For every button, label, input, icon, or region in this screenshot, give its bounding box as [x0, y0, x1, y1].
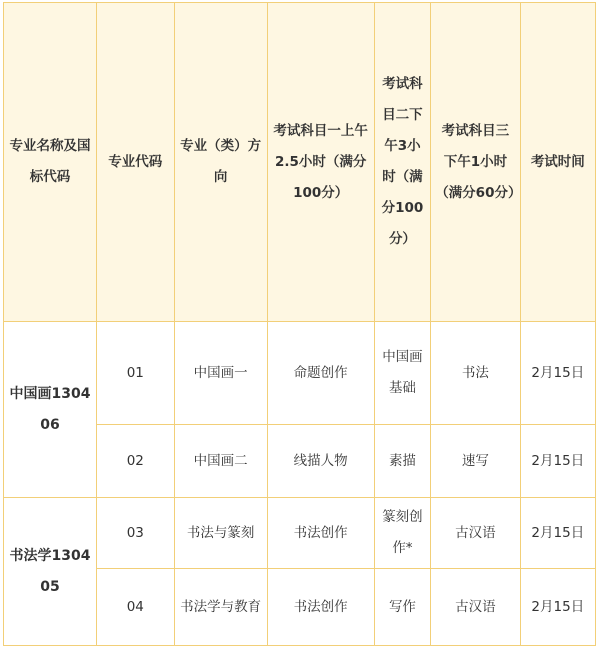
exam-date: 2月15日: [520, 322, 595, 425]
direction: 中国画一: [174, 322, 267, 425]
subject-1: 书法创作: [267, 569, 374, 646]
subject-3: 书法: [431, 322, 520, 425]
direction: 书法学与教育: [174, 569, 267, 646]
subject-1: 命题创作: [267, 322, 374, 425]
subject-3: 速写: [431, 425, 520, 498]
subject-3: 古汉语: [431, 569, 520, 646]
subject-3: 古汉语: [431, 498, 520, 569]
major-code: 02: [96, 425, 174, 498]
exam-date: 2月15日: [520, 425, 595, 498]
header-subject-1: 考试科目一上午2.5小时（满分100分）: [267, 3, 374, 322]
table-row: [4, 498, 596, 569]
major-name: 中国画130406: [4, 322, 97, 498]
major-code: 04: [96, 569, 174, 646]
exam-date: 2月15日: [520, 498, 595, 569]
subject-2: 写作: [374, 569, 430, 646]
exam-schedule-table: [3, 2, 596, 646]
major-name: 书法学130405: [4, 498, 97, 646]
subject-1: 线描人物: [267, 425, 374, 498]
subject-2: 篆刻创作*: [374, 498, 430, 569]
subject-1: 书法创作: [267, 498, 374, 569]
header-direction: 专业（类）方向: [174, 3, 267, 322]
table-row: [4, 322, 596, 425]
exam-date: 2月15日: [520, 569, 595, 646]
header-subject-2: 考试科目二下午3小时（满分100分）: [374, 3, 430, 322]
subject-2: 素描: [374, 425, 430, 498]
direction: 中国画二: [174, 425, 267, 498]
major-code: 01: [96, 322, 174, 425]
subject-2: 中国画基础: [374, 322, 430, 425]
header-code: 专业代码: [96, 3, 174, 322]
header-major: 专业名称及国标代码: [4, 3, 97, 322]
major-code: 03: [96, 498, 174, 569]
header-exam-date: 考试时间: [520, 3, 595, 322]
header-row: [4, 3, 596, 322]
direction: 书法与篆刻: [174, 498, 267, 569]
header-subject-3: 考试科目三下午1小时（满分60分）: [431, 3, 520, 322]
